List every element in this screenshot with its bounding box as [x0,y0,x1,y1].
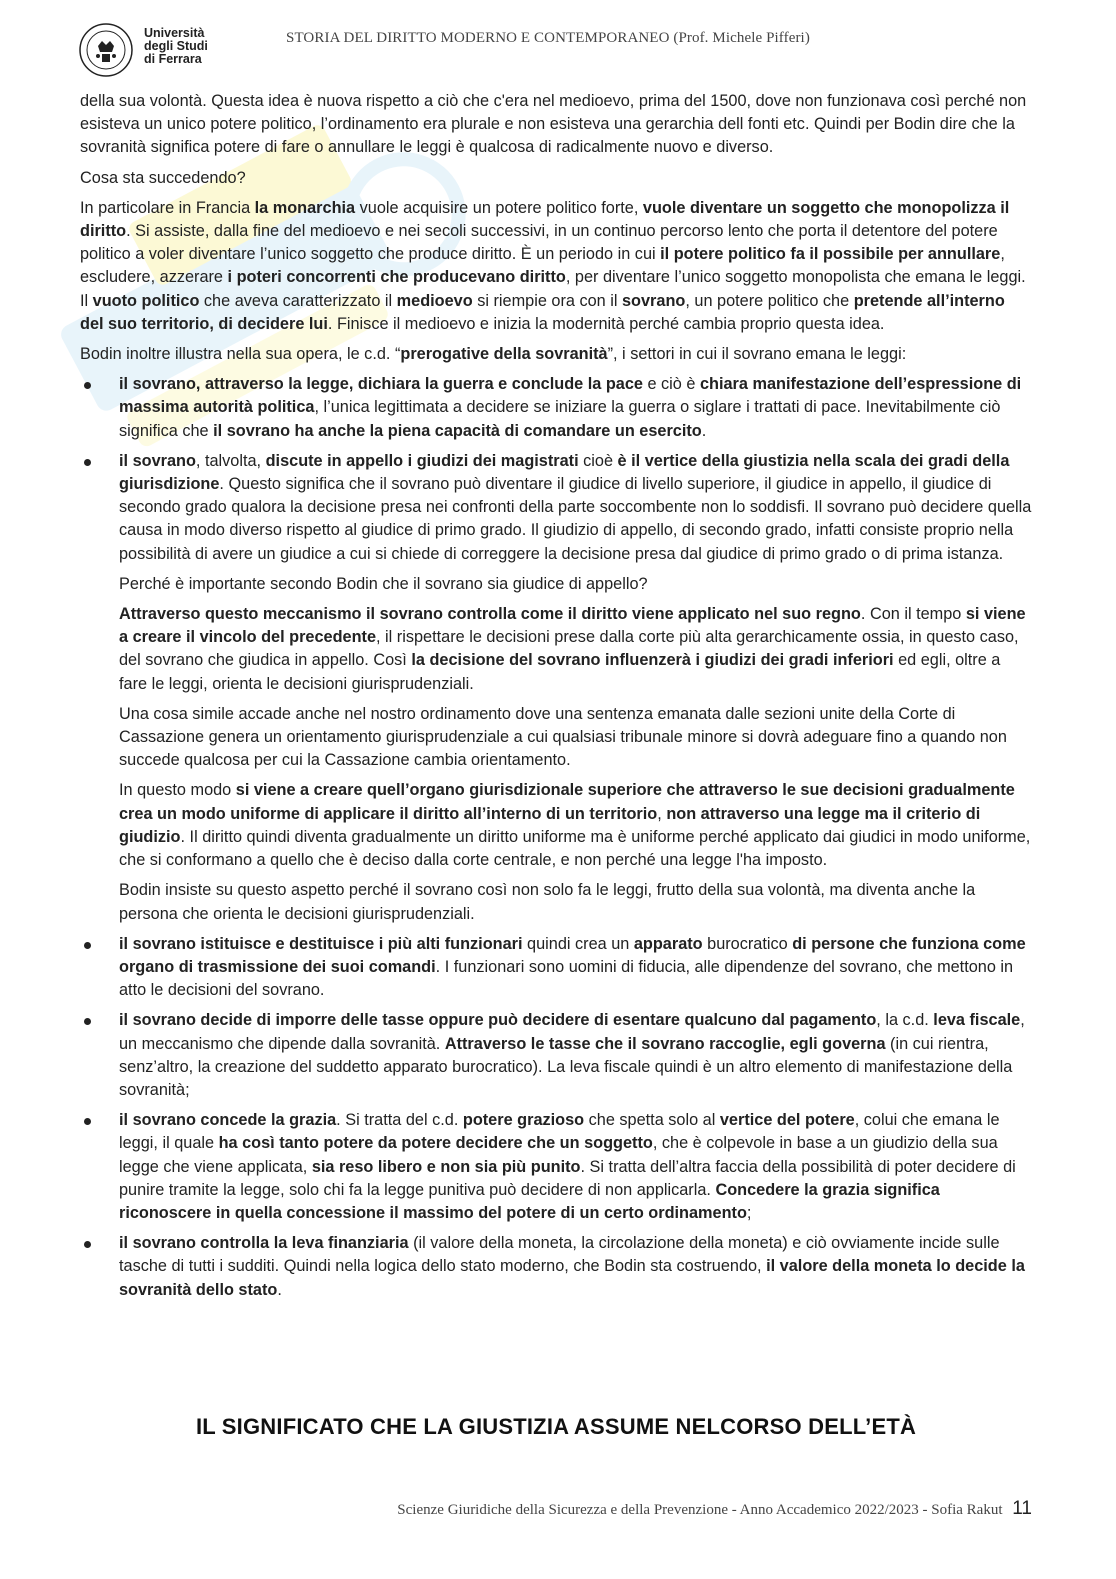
bold-text: apparato [633,934,703,953]
text-run: . Con il tempo [860,605,966,624]
list-item-content [119,1009,1032,1102]
bold-text: leva fiscale [933,1011,1021,1030]
bold-text: di persone che funziona come organo di trasmissione dei suoi comandi [119,934,1026,976]
university-line: degli Studi [144,39,208,53]
bold-text: il sovrano decide di imporre delle tasse oppure può decidere di esentare qualcuno dal pagamento [119,1011,877,1030]
text-run: Bodin insiste su questo aspetto perché il sovrano così non solo fa le leggi, frutto della sua volontà, ma diventa anche la persona che orienta le decisioni giurisprudenziali. [119,881,976,923]
text-run: , che è colpevole in base a un giudizio della sua legge che viene applicata, [119,1134,998,1176]
paragraph [80,197,1032,336]
bold-text: si viene a creare il vincolo del precedente [119,605,1026,647]
text-run: . Questo significa che il sovrano può diventare il giudice di livello superiore, il giudice in appello, il giudice di secondo grado qualora la decisione presa nei confronti della parte soccombente non lo soddisfi. Il sovrano può decidere quella causa in modo diverso rispetto al giudice di primo grado. Il giudizio di appello, di secondo grado, infatti consiste proprio nella possibilità di avere un giudice a cui si chiede di correggere la decisione presa dal giudice di primo grado o di prima istanza. [119,475,1032,563]
text-run: , talvolta, [195,451,266,470]
text-run: . [277,1280,282,1299]
text-run: In particolare in Francia [80,198,255,217]
bold-text: non attraverso una legge ma il criterio di giudizio [119,804,981,846]
text-run: e ciò è [642,375,700,394]
bullet-icon [84,382,91,389]
list-item [80,450,1032,926]
list-item [80,933,1032,1003]
bold-text: ha così tanto potere da potere decidere che un soggetto [218,1134,653,1153]
text-run: ; [746,1203,752,1222]
footer-text: Scienze Giuridiche della Sicurezza e della Prevenzione - Anno Accademico 2022/2023 - Sofia Rakut [397,1502,1003,1518]
bold-text: il sovrano controlla la leva finanziaria [119,1234,409,1253]
text-run: ”, i settori in cui il sovrano emana le leggi: [607,345,907,364]
university-line: di Ferrara [144,52,202,66]
list-item-content [119,1109,1032,1225]
bold-text: la monarchia [254,198,356,217]
bold-text: Attraverso questo meccanismo il sovrano controlla come il diritto viene applicato nel suo regno [119,605,861,624]
paragraph [119,373,1032,443]
text-run: che aveva caratterizzato il [199,291,397,310]
text-run: , un meccanismo che dipende dalla sovranità. [119,1011,1025,1053]
text-run: si riempie ora con il [472,291,622,310]
paragraph [80,167,1032,190]
list-item-content [119,933,1032,1003]
paragraph [119,933,1032,1003]
bold-text: i poteri concorrenti che producevano diritto [227,268,566,287]
bold-text: sia reso libero e non sia più punito [311,1157,581,1176]
text-run: quindi crea un [522,934,634,953]
paragraph [119,1232,1032,1302]
text-run: che spetta solo al [584,1111,720,1130]
bullet-icon [84,942,91,949]
bullet-icon [84,1118,91,1125]
bold-text: il sovrano [119,451,196,470]
text-run: vuole acquisire un potere politico forte, [355,198,643,217]
text-run: Perché è importante secondo Bodin che il sovrano sia giudice di appello? [119,574,648,593]
text-run: Bodin inoltre illustra nella sua opera, le c.d. “ [80,345,401,364]
text-run: , [657,804,667,823]
bold-text: il potere politico fa il possibile per annullare [660,245,1001,264]
bullet-icon [84,459,91,466]
text-run: , l’unica legittimata a decidere se iniziare la guerra o siglare i trattati di pace. Inevitabilmente ciò significa che [119,398,1001,440]
bold-text: potere grazioso [462,1111,585,1130]
paragraph [80,343,1032,366]
bold-text: vuole diventare un soggetto che monopolizza il diritto [80,198,1010,241]
page-number: 11 [1012,1498,1032,1519]
list-item [80,373,1032,443]
bold-text: il sovrano concede la grazia [119,1111,337,1130]
paragraph [119,779,1032,872]
page-footer [397,1498,1032,1520]
bold-text: il sovrano ha anche la piena capacità di comandare un esercito [213,421,702,440]
bold-text: il sovrano istituisce e destituisce i più alti funzionari [119,934,523,953]
text-run: ed egli, oltre a fare le leggi, orienta le decisioni giurisprudenziali. [119,651,1001,693]
text-run: , escludere, azzerare [80,245,1005,287]
bold-text: è il vertice della giustizia nella scala dei gradi della giurisdizione [119,451,1010,494]
text-run: , la c.d. [876,1011,934,1030]
bold-text: discute in appello i giudizi dei magistrati [265,451,579,470]
bold-text: pretende all’interno del suo territorio, di decidere lui [80,291,1005,333]
paragraph [119,603,1032,696]
bold-text: prerogative della sovranità [400,345,608,364]
paragraph [119,1109,1032,1225]
text-run: . [701,421,707,440]
bold-text: Concedere la grazia significa riconoscere in quella concessione il massimo del potere di un certo ordinamento [119,1180,940,1222]
paragraph [119,879,1032,925]
text-run: (in cui rientra, senz’altro, la creazione del suddetto apparato burocratico). La leva fiscale quindi è un altro elemento di manifestazione della sovranità; [119,1034,1013,1099]
prerogatives-list [80,373,1032,1302]
text-run: . Il diritto quindi diventa gradualmente un diritto uniforme ma è uniforme perché applicato dai giudici in modo uniforme, che si conformano a quello che è deciso dalla corte centrale, e non perché una legge l'ha imposto. [119,827,1031,870]
paragraph [119,573,1032,596]
text-run: cioè [578,451,618,470]
bold-text: il valore della moneta lo decide la sovranità dello stato [119,1257,1025,1299]
text-run: burocratico [702,934,793,953]
section-heading: IL SIGNIFICATO CHE LA GIUSTIZIA ASSUME NELCORSO DELL’ETÀ [195,1414,917,1439]
university-seal-icon [78,22,134,78]
text-run: . Si assiste, dalla fine del medioevo e nei secoli successivi, in un continuo percorso lento che porta il detentore del potere politico a voler diventare l’unico soggetto che produce diritto. È un periodo in cui [80,222,998,264]
university-line: Università [144,26,205,40]
list-item-content [119,1232,1032,1302]
bold-text: vuoto politico [92,291,200,310]
text-run: , per diventare l’unico soggetto monopolista che emana le leggi. Il [80,268,1026,310]
bold-text: si viene a creare quell’organo giurisdizionale superiore che attraverso le sue decisioni gradualmente crea un modo uniforme di applicare il diritto all’interno di un territorio [119,781,1015,823]
list-item-content [119,373,1032,443]
document-body [80,90,1032,1309]
course-title: STORIA DEL DIRITTO MODERNO E CONTEMPORANEO (Prof. Michele Pifferi) [286,30,810,46]
bold-text: medioevo [396,291,473,310]
university-name [144,27,208,66]
page-header [78,22,1038,66]
text-run: . Finisce il medioevo e inizia la modernità perché cambia proprio questa idea. [327,314,885,333]
text-run: Una cosa simile accade anche nel nostro ordinamento dove una sentenza emanata dalle sezioni unite della Corte di Cassazione genera un orientamento giurisprudenziale a cui qualsiasi tribunale minore si dovrà adeguare fino a quando non succede qualcosa per cui la Cassazione cambia orientamento. [119,704,1007,770]
text-run: . I funzionari sono uomini di fiducia, alle dipendenze del sovrano, che mettono in atto le decisioni del sovrano. [119,957,1014,1000]
paragraph [119,1009,1032,1102]
intro-paragraphs [80,90,1032,366]
text-run: . Si tratta del c.d. [336,1111,463,1130]
paragraph [119,703,1032,773]
bold-text: la decisione del sovrano influenzerà i giudizi dei gradi inferiori [411,651,894,670]
list-item [80,1232,1032,1302]
paragraph [80,90,1032,160]
text-run: della sua volontà. Questa idea è nuova rispetto a ciò che c'era nel medioevo, prima del 1500, dove non funzionava così perché non esisteva un unico potere politico, l’ordinamento era plurale e non esisteva una gerarchia dell fonti etc. Quindi per Bodin dire che la sovranità significa potere di fare o annullare le leggi è qualcosa di radicalmente nuovo e diverso. [80,92,1027,157]
bullet-icon [84,1241,91,1248]
bold-text: il sovrano, attraverso la legge, dichiara la guerra e conclude la pace [119,375,643,394]
list-item [80,1109,1032,1225]
text-run: . Si tratta dell’altra faccia della possibilità di poter decidere di punire tramite la legge, solo chi fa la legge punitiva può decidere di non applicarla. [119,1157,1016,1199]
text-run: , colui che emana le leggi, il quale [119,1111,1000,1153]
bold-text: chiara manifestazione dell’espressione di massima autorità politica [119,375,1022,417]
text-run: (il valore della moneta, la circolazione della moneta) e ciò ovviamente incide sulle tasche di tutti i sudditi. Quindi nella logica dello stato moderno, che Bodin sta costruendo, [119,1234,1000,1276]
bullet-icon [84,1018,91,1025]
text-run: , il rispettare le decisioni prese dalla corte più alta gerarchicamente ossia, in questo caso, del sovrano che giudica in appello. Così [119,628,1019,670]
bold-text: sovrano [622,291,686,310]
bold-text: vertice del potere [719,1111,855,1130]
bold-text: Attraverso le tasse che il sovrano raccoglie, egli governa [444,1034,886,1053]
text-run: , un potere politico che [685,291,854,310]
text-run: Cosa sta succedendo? [80,168,246,187]
list-item-content [119,450,1032,926]
list-item [80,1009,1032,1102]
text-run: In questo modo [119,781,236,800]
paragraph [119,450,1032,566]
